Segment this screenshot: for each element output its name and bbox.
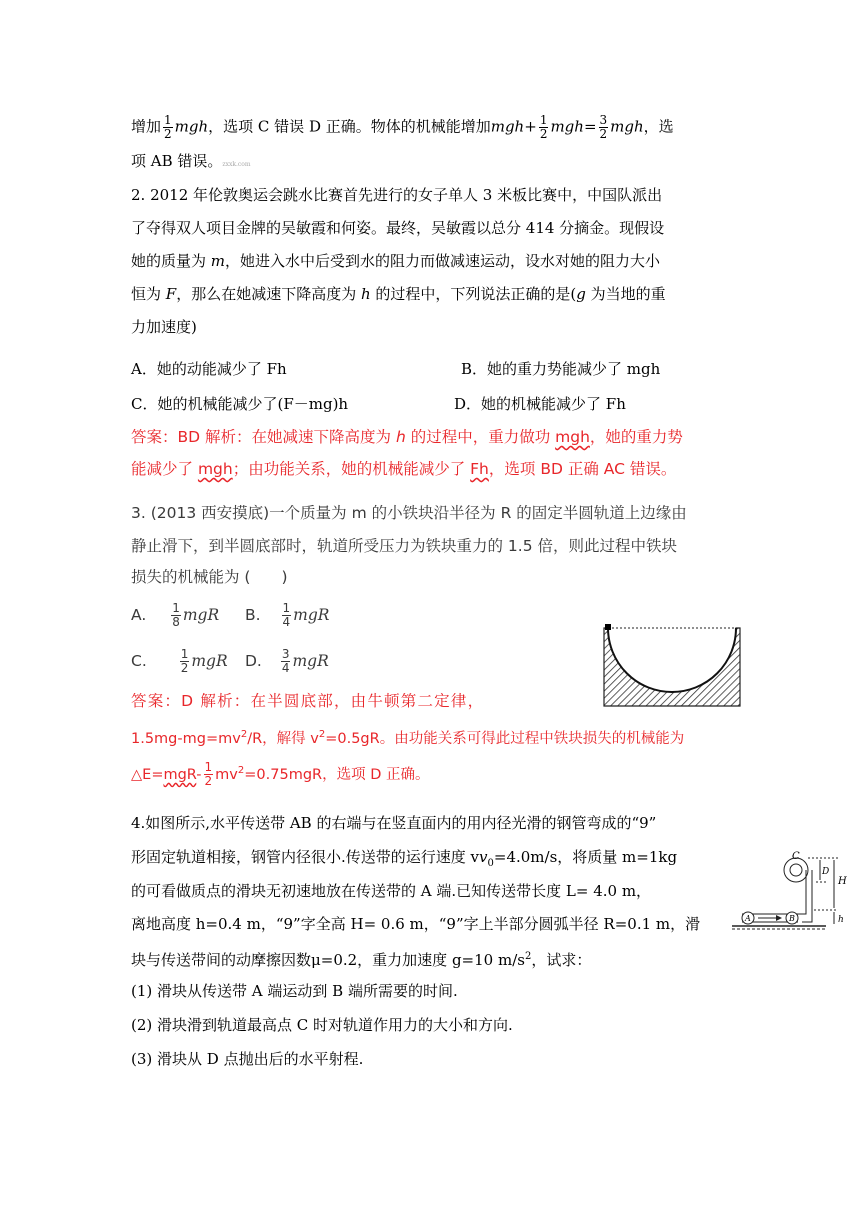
fraction-three-half: $\frac{3}{2}$ bbox=[599, 113, 608, 141]
q4-line3: 的可看做质点的滑块无初速地放在传送带的 A 端.已知传送带长度 L= 4.0 m， bbox=[131, 882, 652, 900]
fraction-half: $\frac{1}{2}$ bbox=[164, 113, 172, 141]
q2-option-d: D．她的机械能减少了 Fh bbox=[454, 395, 626, 413]
q3-option-a: A. $\frac{1}{8}$ mgR bbox=[131, 601, 220, 629]
fraction-half-2: $\frac{1}{2}$ bbox=[539, 113, 548, 141]
q4-subquestion-1: (1) 滑块从传送带 A 端运动到 B 端所需要的时间. bbox=[131, 982, 458, 1000]
q2-option-b: B．她的重力势能减少了 mgh bbox=[461, 360, 661, 378]
q3-line1: 3. (2013 西安摸底)一个质量为 m 的小铁块沿半径为 R 的固定半圆轨道上边缘由 bbox=[131, 504, 687, 522]
q2-line2: 了夺得双人项目金牌的吴敏霞和何姿。最终，吴敏霞以总分 414 分摘金。现假设 bbox=[131, 219, 665, 237]
p1-line1: 增加 $\frac{1}{2}$ mgh，选项 C 错误 D 正确。物体的机械能增加mgh+ $\frac{1}{2}$ mgh= $\frac{3}{2}$ mgh，选 bbox=[131, 113, 674, 141]
fig-label-d: D bbox=[822, 867, 830, 877]
q2-option-c: C．她的机械能减少了(F－mg)h bbox=[131, 395, 349, 413]
q4-line5: 块与传送带间的动摩擦因数μ=0.2，重力加速度 g=10 $m/s^2$，试求： bbox=[131, 951, 592, 969]
fig-label-h-upper: H bbox=[838, 876, 847, 887]
fig-label-a: A bbox=[745, 914, 751, 923]
semicircle-track-figure bbox=[602, 622, 744, 708]
q2-line3: 她的质量为 m，她进入水中后受到水的阻力而做减速运动，设水对她的阻力大小 bbox=[131, 252, 661, 270]
q2-option-a: A．她的动能减少了 Fh bbox=[131, 360, 287, 378]
q4-line4: 离地高度 h=0.4 m，“9”字全高 H= 0.6 m，“9”字上半部分圆弧半径 R=0.1 m，滑 bbox=[131, 915, 701, 933]
q3-answer-line1: 答案：D 解析：在半圆底部，由牛顿第二定律， bbox=[131, 692, 485, 710]
q3-option-c: C. $\frac{1}{2}$ mgR bbox=[131, 647, 228, 675]
q4-subquestion-2: (2) 滑块滑到轨道最高点 C 时对轨道作用力的大小和方向. bbox=[131, 1016, 513, 1034]
conveyor-nine-track-figure bbox=[730, 850, 852, 934]
fig-label-h-lower: h bbox=[838, 915, 844, 925]
watermark-text: zxxk.com bbox=[222, 161, 251, 168]
q2-line1: 2. 2012 年伦敦奥运会跳水比赛首先进行的女子单人 3 米板比赛中，中国队派出 bbox=[131, 186, 663, 204]
q3-line3: 损失的机械能为 ( ) bbox=[131, 568, 288, 586]
q2-answer-line1: 答案：BD 解析：在她减速下降高度为 h 的过程中，重力做功 mgh，她的重力势 bbox=[131, 428, 683, 446]
fig-label-c: C bbox=[792, 851, 800, 862]
q3-answer-line2: $1.5mg-mg=mv^2/R$，解得 $v^2=0.5gR$。由功能关系可得此过程中铁块损失的机械能为 bbox=[131, 729, 685, 747]
q3-option-b: B. $\frac{1}{4}$ mgR bbox=[245, 601, 330, 629]
q4-line1: 4.如图所示,水平传送带 AB 的右端与在竖直面内的用内径光滑的钢管弯成的“9” bbox=[131, 814, 657, 832]
q4-subquestion-3: (3) 滑块从 D 点抛出后的水平射程. bbox=[131, 1050, 364, 1068]
q3-line2: 静止滑下，到半圆底部时，轨道所受压力为铁块重力的 1.5 倍，则此过程中铁块 bbox=[131, 537, 678, 555]
fig-label-b: B bbox=[789, 914, 795, 923]
q3-option-d: D. $\frac{3}{4}$ mgR bbox=[245, 647, 329, 675]
q2-line4: 恒为 F，那么在她减速下降高度为 h 的过程中，下列说法正确的是(g 为当地的重 bbox=[131, 285, 666, 303]
q2-answer-line2: 能减少了 mgh；由功能关系，她的机械能减少了 Fh，选项 BD 正确 AC 错误。 bbox=[131, 460, 677, 478]
q2-line5: 力加速度) bbox=[131, 318, 197, 336]
p1-line2: 项 AB 错误。zxxk.com bbox=[131, 152, 251, 170]
q4-line2: 形固定轨道相接，钢管内径很小.传送带的运行速度 $vv_0=4.0m/s$，将质量 m=1kg bbox=[131, 848, 678, 869]
q3-answer-line3: △E=mgR- $\frac{1}{2}$ $mv^2=0.75mgR$，选项 D 正确。 bbox=[131, 760, 430, 789]
